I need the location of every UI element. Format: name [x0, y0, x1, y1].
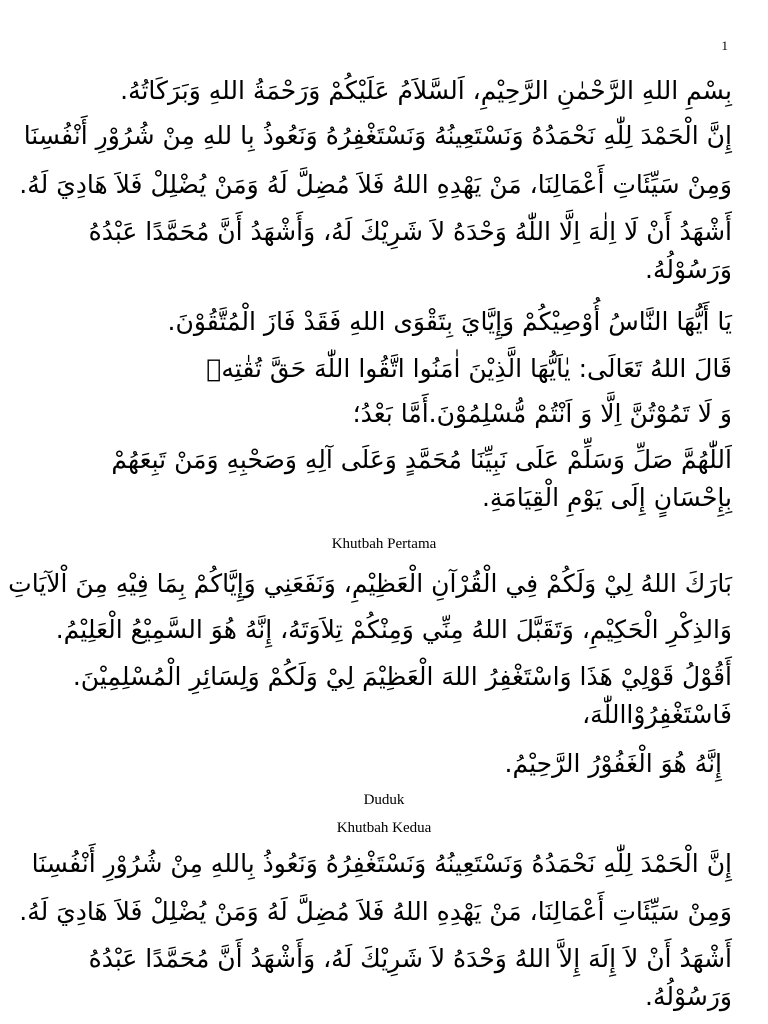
second-hamdalah-line: إِنَّ الْحَمْدَ لِلّٰهِ نَحْمَدُهُ وَنَسْتَعِينُهُ وَنَسْتَغْفِرُهُ وَنَعُوذُ بِاللهِ مِنْ شُرُوْرِ أَنْفُسِنَا	[31, 849, 732, 878]
first-dua-line-1: بَارَكَ اللهُ لِيْ وَلَكُمْ فِي الْقُرْآنِ الْعَظِيْمِ، وَنَفَعَنِي وَإِيَّاكُمْ بِمَا فِيْهِ مِنَ اْلآيَاتِ	[8, 569, 732, 598]
heading-khutbah-pertama: Khutbah Pertama	[331, 536, 437, 552]
basmalah-salam-line: بِسْمِ اللهِ الرَّحْمٰنِ الرَّحِيْمِ، اَلسَّلاَمُ عَلَيْكُمْ وَرَحْمَةُ اللهِ وَبَرَكَاتُهُ.	[120, 76, 732, 105]
page-number: 1	[721, 38, 728, 53]
quran-verse-line: قَالَ اللهُ تَعَالَى: يٰاَيُّهَا الَّذِيْنَ اٰمَنُوا اتَّقُوا اللّٰهَ حَقَّ تُقٰتِهٖ	[206, 354, 732, 383]
closing-line: إِنَّهُ هُوَ الْغَفُوْرُ الرَّحِيْمُ.	[504, 749, 722, 778]
shahada-line: أَشْهَدُ أَنْ لَا اِلٰهَ اِلَّا اللّٰهُ وَحْدَهُ لاَ شَرِيْكَ لَهُ، وَأَشْهَدُ أَنَّ مُحَمَّدًا عَبْدُهُ وَرَسُوْلُهُ.	[88, 217, 732, 284]
hamdalah-line: إِنَّ الْحَمْدَ لِلّٰهِ نَحْمَدُهُ وَنَسْتَعِينُهُ وَنَسْتَغْفِرُهُ وَنَعُوذُ بِا للهِ مِنْ شُرُوْرِ أَنْفُسِنَا	[23, 121, 732, 150]
taqwa-line: يَا أَيُّهَا النَّاسُ أُوْصِيْكُمْ وَإِيَّايَ بِتَقْوَى اللهِ فَقَدْ فَازَ الْمُتَّقُوْنَ.	[167, 307, 732, 336]
second-guidance-line: وَمِنْ سَيِّئَاتِ أَعْمَالِنَا، مَنْ يَهْدِهِ اللهُ فَلاَ مُضِلَّ لَهُ وَمَنْ يُضْلِلْ فَلاَ هَادِيَ لَهُ.	[19, 897, 732, 926]
first-dua-line-2: وَالذِكْرِ الْحَكِيْمِ، وَتَقَبَّلَ اللهُ مِنِّي وَمِنْكُمْ تِلاَوَتَهُ، إِنَّهُ هُوَ السَّمِيْعُ الْعَلِيْمُ.	[55, 615, 732, 644]
quran-verse-continuation-line: وَ لَا تَمُوْتُنَّ اِلَّا وَ اَنْتُمْ مُّسْلِمُوْنَ.أَمَّا بَعْدُ؛	[352, 399, 732, 428]
second-shahada-line: أَشْهَدُ أَنْ لاَ إِلَهَ إِلاَّ اللهُ وَحْدَهُ لاَ شَرِيْكَ لَهُ، وَأَشْهَدُ أَنَّ مُحَمَّدًا عَبْدُهُ وَرَسُوْلُهُ.	[88, 944, 732, 1011]
heading-khutbah-kedua: Khutbah Kedua	[336, 820, 432, 836]
istighfar-line: أَقُوْلُ قَوْلِيْ هَذَا وَاسْتَغْفِرُ اللهَ الْعَظِيْمَ لِيْ وَلَكُمْ وَلِسَائِرِ الْمُسْلِمِيْنَ. فَاسْتَغْفِرُوْااللّٰهَ،	[72, 662, 732, 729]
guidance-line: وَمِنْ سَيِّئَاتِ أَعْمَالِنَا، مَنْ يَهْدِهِ اللهُ فَلاَ مُضِلَّ لَهُ وَمَنْ يُضْلِلْ فَلاَ هَادِيَ لَهُ.	[19, 170, 732, 199]
salawat-line: اَللّٰهُمَّ صَلِّ وَسَلِّمْ عَلَى نَبِيِّنَا مُحَمَّدٍ وَعَلَى آلِهِ وَصَحْبِهِ وَمَنْ تَبِعَهُمْ بِإِحْسَانٍ إِلَى يَوْمِ الْقِيَامَةِ.	[111, 445, 732, 512]
heading-duduk: Duduk	[363, 792, 405, 808]
